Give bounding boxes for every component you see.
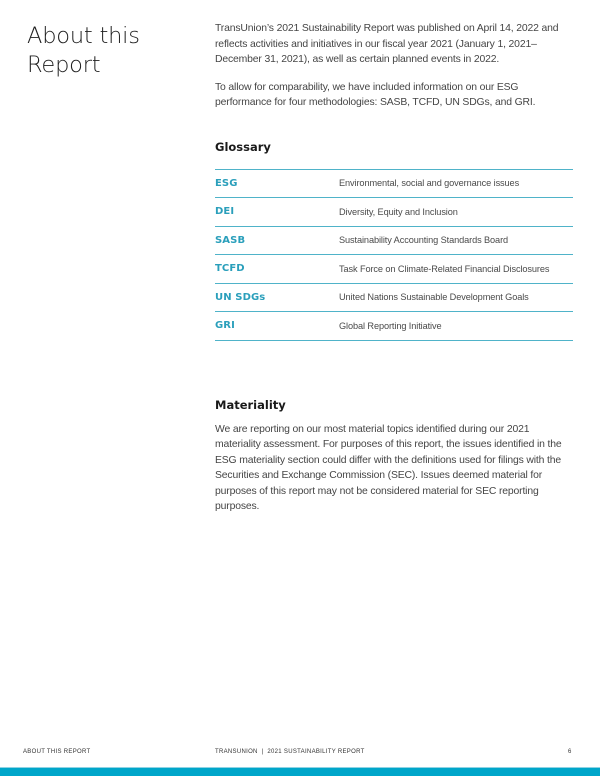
glossary-row [215,284,573,313]
glossary-definition: Environmental, social and governance issues [339,178,520,189]
materiality-paragraph: We are reporting on our most material topics identified during our 2021 materiality assessment. For purposes of this report, the issues identified in the ESG materiality section could differ with the definitions used for filings with the Securities and Exchange Commission (SEC). Issues deemed material for purposes of this report may not be considered material for SEC reporting purposes. [215,423,562,512]
page-footer [0,749,600,759]
intro-paragraph: To allow for comparability, we have included information on our ESG performance for four methodologies: SASB, TCFD, UN SDGs, and GRI. [215,81,536,108]
page-title: About this Report [27,23,140,78]
footer-publication-label: TRANSUNION | 2021 SUSTAINABILITY REPORT [215,749,365,755]
glossary-term: ESG [215,177,238,189]
glossary-definition: United Nations Sustainable Development Goals [339,292,529,303]
glossary-definition: Sustainability Accounting Standards Board [339,235,509,246]
glossary-row [215,312,573,341]
glossary-row [215,170,573,199]
glossary-row [215,255,573,284]
glossary-definition: Diversity, Equity and Inclusion [339,206,458,217]
glossary-term: SASB [215,234,246,246]
glossary-definition: Global Reporting Initiative [339,320,442,331]
footer-section-label: ABOUT THIS REPORT [23,749,91,755]
intro-paragraph: TransUnion’s 2021 Sustainability Report was published on April 14, 2022 and reflects activities and initiatives in our fiscal year 2021 (January 1, 2021–December 31, 2021), as well as certain planned events in 2022. [215,23,559,65]
glossary-definition: Task Force on Climate-Related Financial Disclosures [339,263,550,274]
footer-accent-bar [0,768,600,776]
glossary-row [215,227,573,256]
main-content [215,21,575,515]
glossary-row [215,198,573,227]
footer-page-number: 6 [568,749,572,755]
glossary-heading: Glossary [215,139,271,154]
glossary-term: GRI [215,320,235,332]
glossary-term: TCFD [215,263,245,275]
glossary-table [215,169,573,341]
glossary-term: UN SDGs [215,291,266,303]
glossary-term: DEI [215,206,235,218]
materiality-heading: Materiality [215,397,286,412]
